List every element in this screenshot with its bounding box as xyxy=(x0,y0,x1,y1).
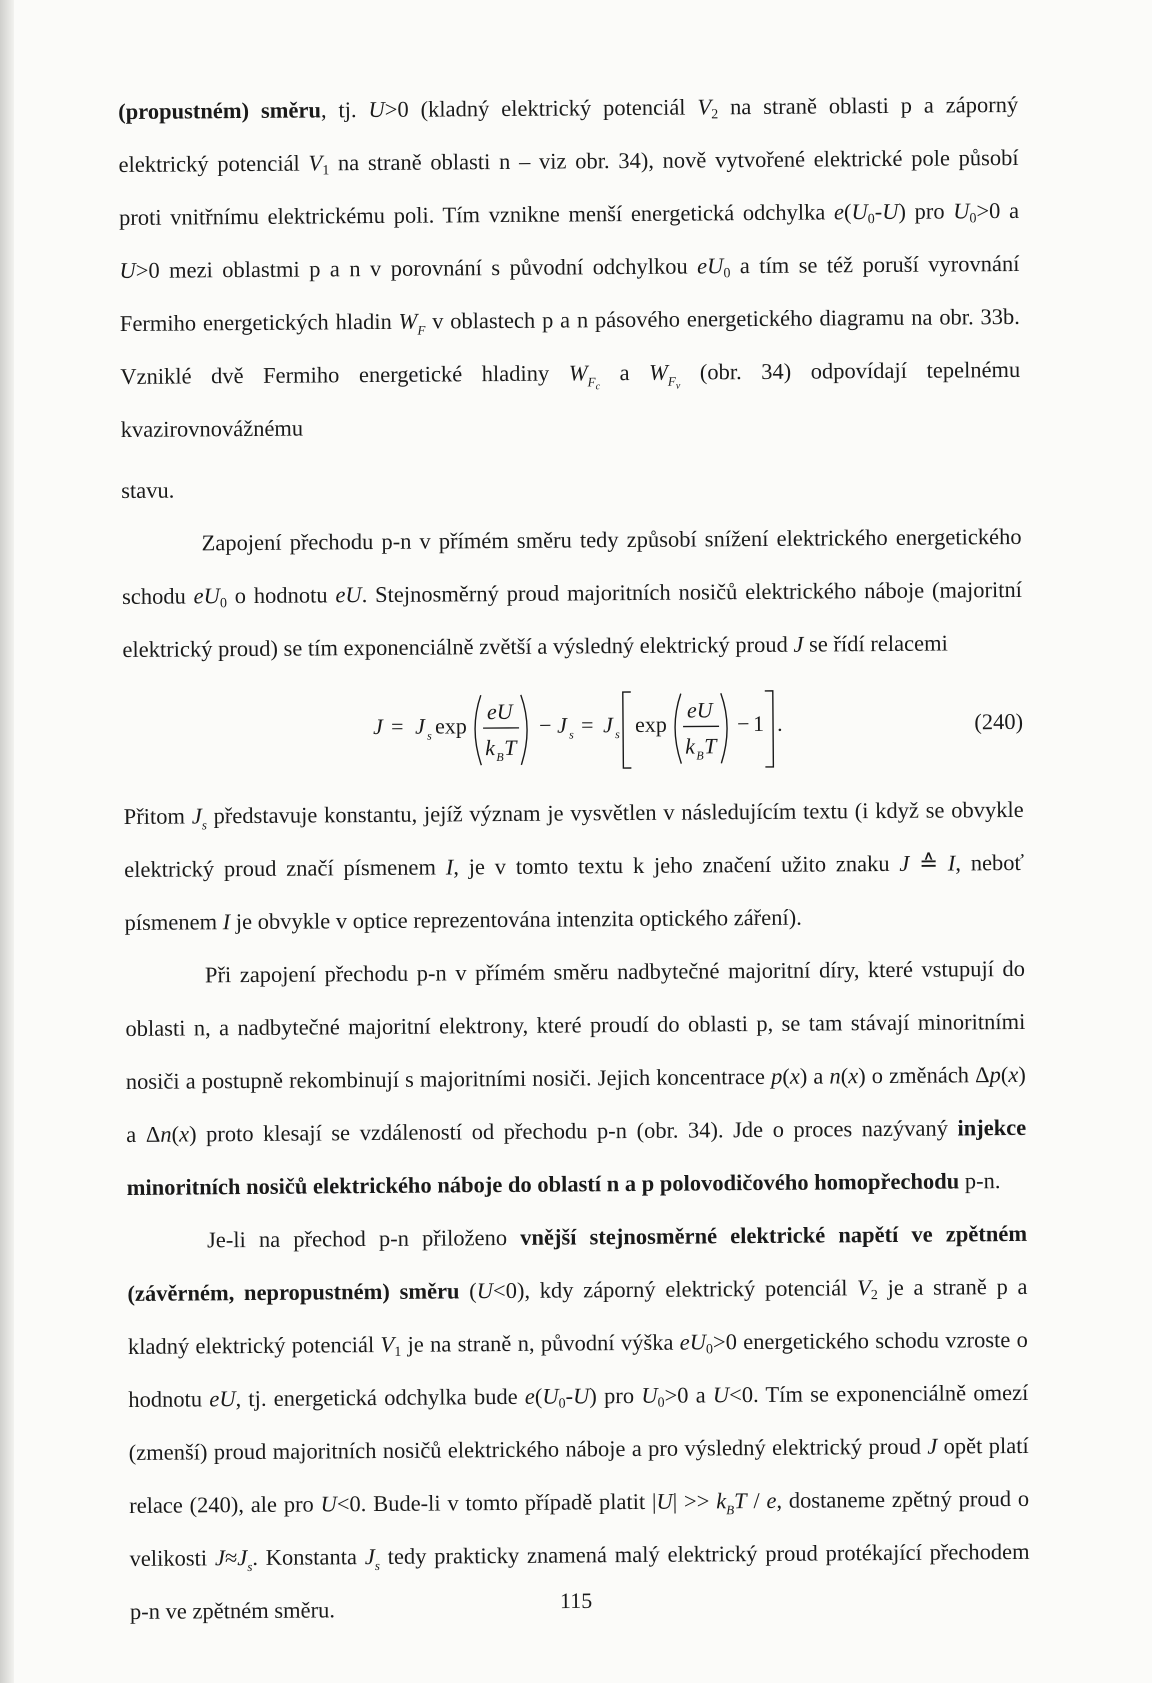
eq-equals-2: = xyxy=(580,712,594,738)
eq-paren-left-2 xyxy=(675,694,682,764)
eq-T-1: T xyxy=(504,734,517,760)
bold-term: (propustném) směru xyxy=(118,97,322,124)
eq-minus-1: − xyxy=(538,712,552,738)
paragraph-reverse-bias: Je-li na přechod p-n přiloženo vnější stejnosměrné elektrické napětí ve zpětném (závěrném, nepropustném) směru (U<0), kdy záporný elektrický potenciál $V_2$ je a straně p a kladný elektrický potenciál $V_1$ je na straně n, původní výška $eU_0>0$ energetického schodu vzroste o hodnotu eU, tj. energetická odchylka bude $e(U_0-U)$ pro $U_0>0$ a U<0. Tím se exponenciálně omezí (zmenší) proud majoritních nosičů elektrického náboje a pro výsledný elektrický proud J opět platí relace (240), ale pro U<0. Bude-li v tomto případě platit $|U| >> k_BT / e$, dostaneme zpětný proud o velikosti $J\approx J_s$. Konstanta $J_s$ tedy prakticky znamená malý elektrický proud protékající přechodem p-n ve zpětném směru. xyxy=(127,1220,1030,1624)
eq-paren-left-1 xyxy=(475,695,482,765)
eq-kB-2: k xyxy=(685,733,696,759)
page-edge-shadow xyxy=(0,0,14,1683)
eq-paren-right-2 xyxy=(721,693,728,763)
eq-Js-1-sub: s xyxy=(427,728,432,743)
eq-bracket-left xyxy=(623,692,632,768)
paragraph-forward-current: Zapojení přechodu p-n v přímém směru tedy způsobí snížení elektrického energetického schodu $eU_0$ o hodnotu eU. Stejnosměrný proud majoritních nosičů elektrického náboje (majoritní elektrický proud) se tím exponenciálně zvětší a výsledný elektrický proud J se řídí relacemi xyxy=(121,523,1023,662)
bold-term: injekce minoritních nosičů elektrického náboje do oblastí n a p polovodičového homopřechodu xyxy=(126,1114,1027,1200)
paragraph-forward-bias: (propustném) směru, tj. U>0 (kladný elektrický potenciál $V_2$ na straně oblasti p a záporný elektrický potenciál $V_1$ na straně oblasti n – viz obr. 34), nově vytvořené elektrické pole působí proti vnitřnímu elektrickému poli. Tím vznikne menší energetická odchylka $e(U_0-U)$ pro $U_0>0$ a U>0 mezi oblastmi p a n v porovnání s původní odchylkou $eU_0$ a tím se též poruší vyrovnání Fermiho energetických hladin $W_F$ v oblastech p a n pásového energetického diagramu na obr. 33b. Vzniklé dvě Fermiho energetické hladiny $W_{F_c}$ a $W_{F_v}$ (obr. 34) odpovídají tepelnému kvazirovnovážnému xyxy=(118,91,1021,442)
paragraph-forward-bias-end: stavu. xyxy=(121,477,175,503)
eq-T-2: T xyxy=(704,733,717,759)
equation-formula xyxy=(373,686,824,774)
eq-Js-3-sub: s xyxy=(615,727,620,742)
eq-equals-1: = xyxy=(390,713,404,739)
page-number: 115 xyxy=(559,1587,593,1614)
eq-period: . xyxy=(776,710,783,736)
equation-240 xyxy=(123,673,1024,780)
eq-numerator-1: eU xyxy=(486,698,513,725)
eq-exp-1: exp xyxy=(434,713,467,739)
eq-paren-right-1 xyxy=(521,695,528,765)
eq-bracket-right xyxy=(765,691,774,767)
eq-numerator-2: eU xyxy=(686,697,713,723)
eq-J: J xyxy=(372,713,383,740)
eq-kB-1: k xyxy=(485,735,496,761)
equation-number: (240) xyxy=(974,708,1024,735)
paragraph-injection: Při zapojení přechodu p-n v přímém směru nadbytečné majoritní díry, které vstupují do oblasti n, a nadbytečné majoritní elektrony, které proudí do oblasti p, se tam stávají minoritními nosiči a postupně rekombinují s majoritními nosiči. Jejich koncentrace p(x) a n(x) o změnách Δp(x) a Δn(x) proto klesají se vzdáleností od přechodu p-n (obr. 34). Jde o proces nazývaný injekce minoritních nosičů elektrického náboje do oblastí n a p polovodičového homopřechodu p-n. xyxy=(125,955,1027,1200)
page-content xyxy=(118,78,1030,1638)
eq-Js-2-sub: s xyxy=(569,727,574,742)
eq-Js-2: J xyxy=(556,712,567,738)
eq-minus-2: − xyxy=(736,711,750,737)
eq-Js-1: J xyxy=(414,713,425,739)
eq-Js-3: J xyxy=(602,712,613,738)
eq-exp-2: exp xyxy=(634,711,667,737)
paragraph-js-definition: Přitom $J_s$ představuje konstantu, jejíž význam je vysvětlen v následujícím textu (i když se obvykle elektrický proud značí písmenem I, je v tomto textu k jeho značení užito znaku J ≙ I, neboť písmenem I je obvykle v optice reprezentována intenzita optického záření). xyxy=(123,796,1025,935)
eq-one: 1 xyxy=(752,710,765,737)
bold-term: vnější stejnosměrné elektrické napětí ve zpětném (závěrném, nepropustném) směru xyxy=(127,1220,1028,1306)
eq-kB-1-sub: B xyxy=(496,749,504,765)
eq-kB-2-sub: B xyxy=(696,748,704,763)
